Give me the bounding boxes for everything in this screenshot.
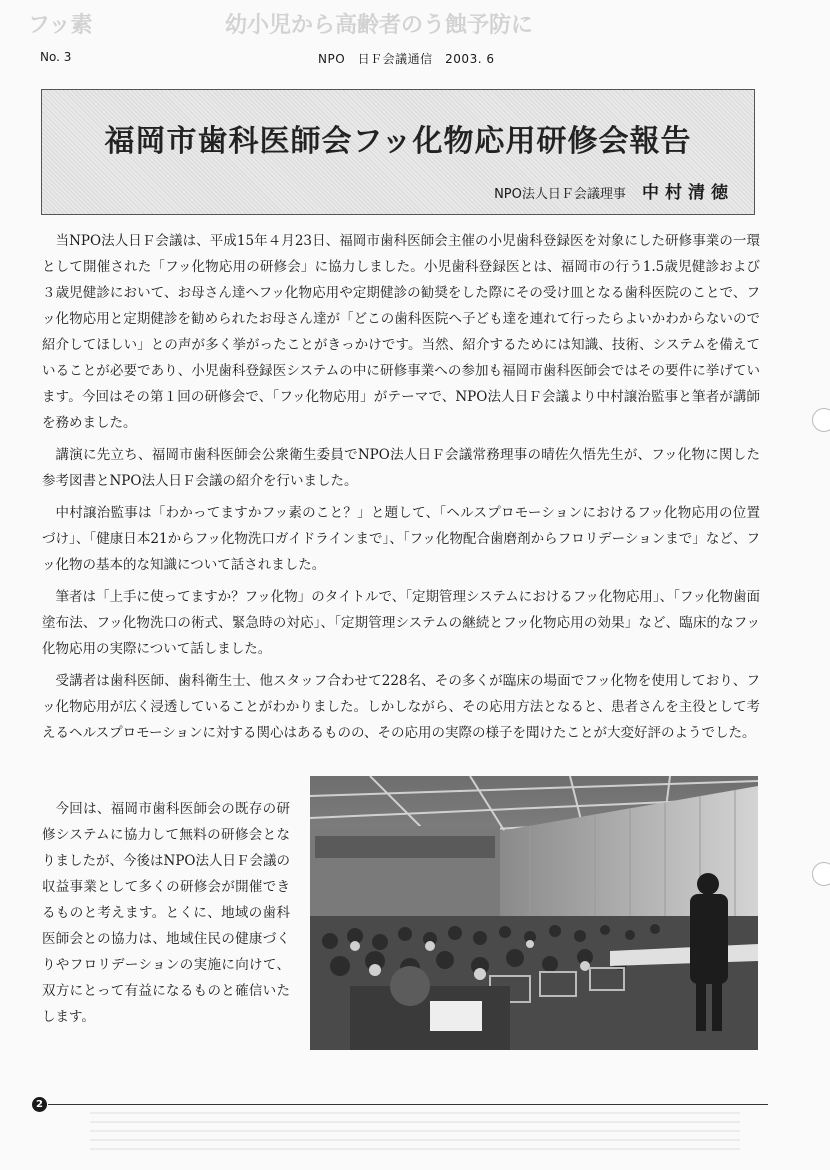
punch-hole [812, 862, 830, 886]
running-header [40, 46, 780, 66]
issue-number: No. 3 [40, 50, 72, 64]
lecture-hall-illustration [310, 776, 758, 1050]
author-name: 中村清徳 [642, 183, 734, 203]
article-title: 福岡市歯科医師会フッ化物応用研修会報告 [104, 124, 692, 159]
ghost-logo-text: フッ素 [28, 13, 93, 38]
paragraph: 中村譲治監事は「わかってますかフッ素のこと？」と題して、「ヘルスプロモーションにおけるフッ化物応用の位置づけ」、「健康日本21からフッ化物洗口ガイドラインまで」、「フッ化物配合歯磨剤からフロリデーションまで」など、フッ化物の基本的な知識について話されました。 [42, 505, 760, 573]
closing-paragraph: 今回は、福岡市歯科医師会の既存の研修システムに協力して無料の研修会となりましたが、今後はNPO法人日Ｆ会議の収益事業として多くの研修会が開催できるものと考えます。とくに、地域の歯科医師会との協力は、地域住民の健康づくりやフロリデーションの実施に向けて、双方にとって有益になるものと確信いたします。 [42, 801, 290, 1025]
closing-paragraph-column [42, 796, 290, 1030]
seminar-photo [310, 776, 758, 1050]
article-body [42, 228, 760, 752]
author-role: NPO法人日Ｆ会議理事 [494, 187, 626, 202]
footer-rule [48, 1104, 768, 1105]
paragraph: 受講者は歯科医師、歯科衛生士、他スタッフ合わせて228名、その多くが臨床の場面でフッ化物を使用しており、フッ化物応用が広く浸透していることがわかりました。しかしながら、その応用方法となると、患者さんを主役として考えるヘルスプロモーションに対する関心はあるものの、その応用の実際の様子を聞けたことが大変好評のようでした。 [42, 673, 760, 741]
page-number-badge: 2 [32, 1097, 47, 1112]
punch-hole [812, 408, 830, 432]
paragraph: 当NPO法人日Ｆ会議は、平成15年４月23日、福岡市歯科医師会主催の小児歯科登録医を対象にした研修事業の一環として開催された「フッ化物応用の研修会」に協力しました。小児歯科登録医とは、福岡市の行う1.5歳児健診および３歳児健診において、お母さん達へフッ化物応用や定期健診の勧奨をした際にその受け皿となる歯科医院のことで、フッ化物応用と定期健診を勧められたお母さん達が「どこの歯科医院へ子ども達を連れて行ったらよいかわからないので紹介してほしい」との声が多く挙がったことがきっかけです。当然、紹介するためには知識、技術、システムを備えていることが必要であり、小児歯科登録医システムの中に研修事業への参加も福岡市歯科医師会ではその要件に挙げています。今回はその第１回の研修会で、「フッ化物応用」がテーマで、NPO法人日Ｆ会議より中村譲治監事と筆者が講師を務めました。 [42, 233, 760, 431]
title-box [41, 89, 755, 215]
paragraph: 講演に先立ち、福岡市歯科医師会公衆衛生委員でNPO法人日Ｆ会議常務理事の晴佐久悟先生が、フッ化物に関した参考図書とNPO法人日Ｆ会議の紹介を行いました。 [42, 447, 760, 489]
newsletter-name: NPO 日Ｆ会議通信 2003. 6 [318, 52, 495, 66]
ghost-banner-text: 幼小児から高齢者のう蝕予防に [225, 13, 534, 38]
paragraph: 筆者は「上手に使ってますか？フッ化物」のタイトルで、「定期管理システムにおけるフッ化物応用」、「フッ化物歯面塗布法、フッ化物洗口の術式、緊急時の対応」、「定期管理システムの継続とフッ化物応用の効果」など、臨床的なフッ化物応用の実際について話しました。 [42, 589, 760, 657]
show-through-footer [90, 1112, 740, 1152]
author-line [494, 178, 734, 203]
show-through-banner [0, 0, 830, 40]
